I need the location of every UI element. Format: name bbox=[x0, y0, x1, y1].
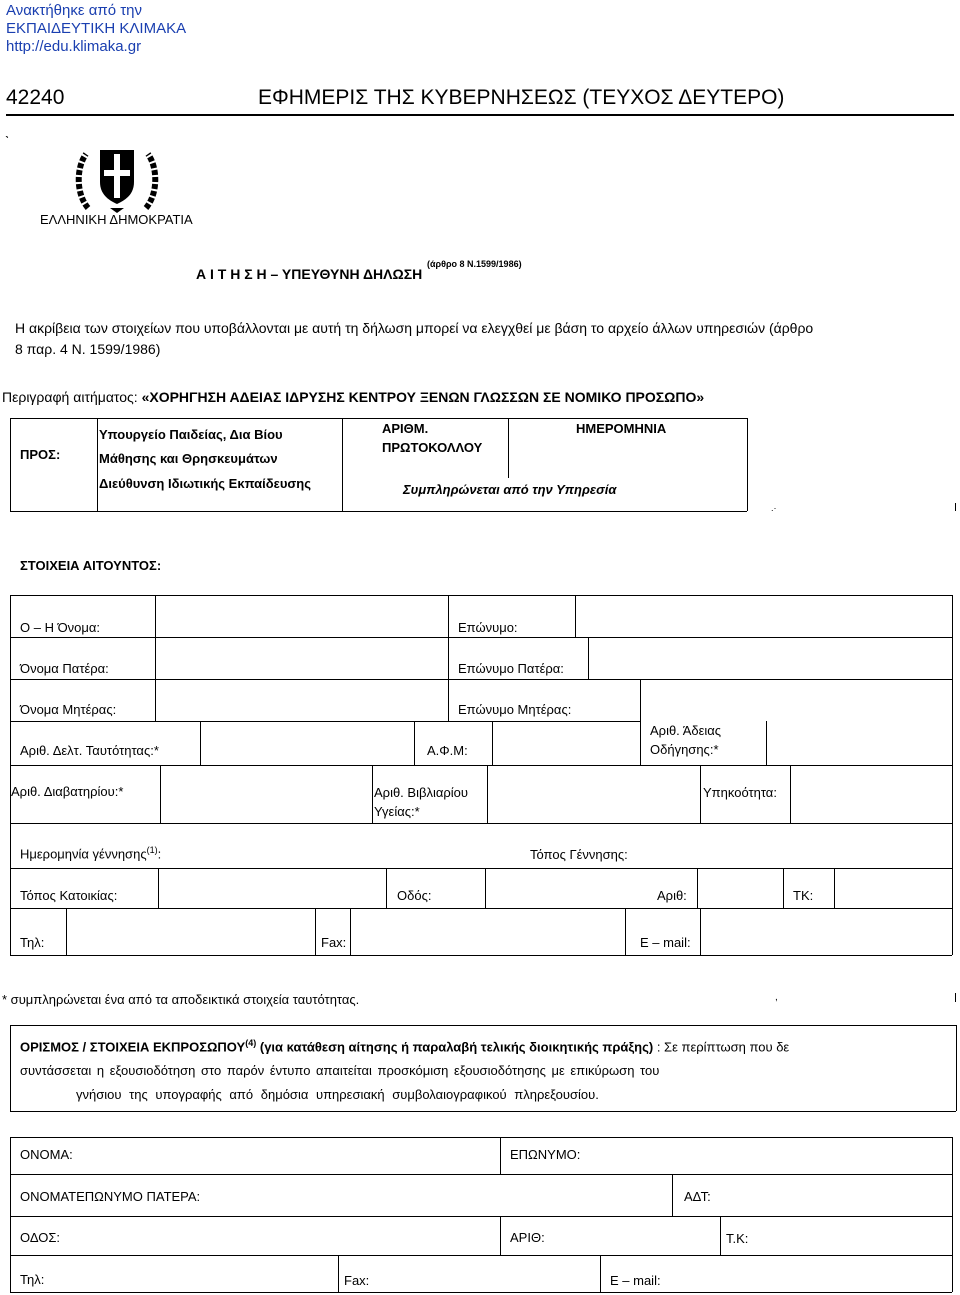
applicant-col-line bbox=[700, 908, 701, 955]
applicant-col-line bbox=[155, 595, 156, 637]
applicant-col-line bbox=[160, 765, 161, 823]
rep-col-line bbox=[500, 1216, 501, 1255]
rep-col-line bbox=[720, 1216, 721, 1255]
applicant-col-line bbox=[640, 721, 641, 765]
applicant-col-line bbox=[386, 868, 387, 908]
rep-name-label: ΟΝΟΜΑ: bbox=[20, 1147, 73, 1162]
applicant-row-line bbox=[10, 721, 640, 722]
rep-row-line bbox=[10, 1174, 952, 1175]
applicant-col-line bbox=[700, 765, 701, 823]
residence-label: Τόπος Κατοικίας: bbox=[20, 888, 118, 903]
applicant-col-line bbox=[697, 868, 698, 908]
recipient-line-3: Διεύθυνση Ιδιωτικής Εκπαίδευσης bbox=[99, 476, 311, 491]
rep-col-line bbox=[672, 1174, 673, 1216]
license-label-1: Αριθ. Άδειας bbox=[650, 723, 722, 738]
stray-mark: .· bbox=[771, 503, 777, 513]
recipient-box-left bbox=[10, 418, 11, 511]
source-line-2: ΕΚΠΑΙΔΕΥΤΙΚΗ ΚΛΙΜΑΚΑ bbox=[6, 20, 187, 37]
recipient-box-right bbox=[747, 418, 748, 511]
health-label-1: Αριθ. Βιβλιαρίου bbox=[374, 785, 468, 800]
representative-text-2: συντάσσεται η εξουσιοδότηση στο παρόν έντυπο απαιτείται προσκόμιση εξουσιοδότησης με επικύρωση του bbox=[20, 1063, 660, 1078]
applicant-col-line bbox=[625, 908, 626, 955]
applicant-row-line bbox=[10, 908, 952, 909]
rep-phone-label: Τηλ: bbox=[20, 1272, 45, 1287]
section-title-applicant: ΣΤΟΙΧΕΙΑ ΑΙΤΟΥΝΤΟΣ: bbox=[20, 558, 162, 573]
recipient-line-1: Υπουργείο Παιδείας, Δια Βίου bbox=[99, 427, 283, 442]
applicant-row-line bbox=[10, 637, 952, 638]
header-rule bbox=[6, 114, 954, 116]
representative-title: ΟΡΙΣΜΟΣ / ΣΤΟΙΧΕΙΑ ΕΚΠΡΟΣΩΠΟΥ$^{(4)}$ (για κατάθεση αίτησης ή παραλαβή τελικής διοικητικής πράξης) : Σε περίπτωση που δε bbox=[20, 1038, 790, 1055]
applicant-col-line bbox=[790, 765, 791, 823]
applicant-col-line bbox=[158, 868, 159, 908]
applicant-col-line bbox=[66, 908, 67, 955]
protocol-label-1: ΑΡΙΘΜ. bbox=[382, 421, 429, 436]
applicant-col-line bbox=[588, 637, 589, 679]
applicant-col-line bbox=[448, 595, 449, 721]
postcode-label: ΤΚ: bbox=[793, 888, 814, 903]
rep-row-line bbox=[10, 1216, 952, 1217]
rep-fax-label: Fax: bbox=[344, 1273, 370, 1288]
applicant-col-line bbox=[487, 765, 488, 823]
page-number: 42240 bbox=[6, 86, 65, 109]
applicant-col-line bbox=[952, 595, 953, 955]
rep-col-line bbox=[10, 1137, 11, 1292]
applicant-col-line bbox=[372, 765, 373, 823]
recipient-box-divider-1 bbox=[97, 418, 98, 511]
applicant-col-line bbox=[783, 868, 784, 908]
stray-mark bbox=[955, 503, 956, 511]
source-line-1: Ανακτήθηκε από την bbox=[6, 2, 143, 19]
applicant-col-line bbox=[200, 721, 201, 765]
recipient-box-divider-3 bbox=[508, 418, 509, 478]
description-value: «ΧΟΡΗΓΗΣΗ ΑΔΕΙΑΣ ΙΔΡΥΣΗΣ ΚΕΝΤΡΟΥ ΞΕΝΩΝ ΓΛΩΣΣΩΝ ΣΕ ΝΟΜΙΚΟ ΠΡΟΣΩΠΟ» bbox=[141, 389, 705, 405]
rep-col-line bbox=[600, 1255, 601, 1292]
emblem-label: ΕΛΛΗΝΙΚΗ ΔΗΜΟΚΡΑΤΙΑ bbox=[40, 212, 193, 227]
protocol-label-2: ΠΡΩΤΟΚΟΛΛΟΥ bbox=[382, 440, 483, 455]
applicant-col-line bbox=[155, 637, 156, 721]
stray-mark bbox=[955, 993, 956, 1002]
recipient-box-bottom bbox=[10, 511, 747, 512]
birth-place-label: Τόπος Γέννησης: bbox=[530, 847, 628, 862]
rep-number-label: ΑΡΙΘ: bbox=[510, 1230, 545, 1245]
applicant-col-line bbox=[575, 595, 576, 637]
phone-label: Τηλ: bbox=[20, 935, 45, 950]
rep-col-line bbox=[338, 1255, 339, 1292]
representative-text-3: γνήσιου της υπογραφής από δημόσια υπηρεσιακή συμβολαιογραφικού πληρεξουσίου. bbox=[76, 1087, 599, 1102]
citizenship-label: Υπηκοότητα: bbox=[703, 785, 777, 800]
gazette-title: ΕΦΗΜΕΡΙΣ ΤΗΣ ΚΥΒΕΡΝΗΣΕΩΣ (ΤΕΥΧΟΣ ΔΕΥΤΕΡΟ) bbox=[258, 86, 785, 109]
representative-box-bottom bbox=[10, 1111, 956, 1112]
rep-row-line bbox=[10, 1255, 952, 1256]
applicant-col-line bbox=[414, 721, 415, 765]
id-number-label: Αριθ. Δελτ. Ταυτότητας:* bbox=[20, 743, 159, 758]
greek-coat-of-arms-icon bbox=[74, 138, 160, 214]
rep-id-label: ΑΔΤ: bbox=[684, 1189, 711, 1204]
rep-row-line bbox=[10, 1137, 952, 1138]
father-name-label: Όνομα Πατέρα: bbox=[20, 661, 109, 676]
fax-label: Fax: bbox=[321, 935, 347, 950]
first-name-label: Ο – Η Όνομα: bbox=[20, 620, 100, 635]
service-note: Συμπληρώνεται από την Υπηρεσία bbox=[403, 482, 617, 497]
rep-father-name-label: ΟΝΟΜΑΤΕΠΩΝΥΜΟ ΠΑΤΕΡΑ: bbox=[20, 1189, 201, 1204]
birth-date-label: Ημερομηνία γέννησης$^{(1)}$: bbox=[20, 845, 162, 862]
form-title-note: (άρθρο 8 Ν.1599/1986) bbox=[427, 259, 522, 269]
recipient-box-top bbox=[10, 418, 747, 419]
applicant-col-line bbox=[10, 595, 11, 955]
intro-line-1: Η ακρίβεια των στοιχείων που υποβάλλονται με αυτή τη δήλωση μπορεί να ελεγχθεί με βάση το αρχείο άλλων υπηρεσιών (άρθρο bbox=[15, 320, 814, 336]
license-label-2: Οδήγησης:* bbox=[650, 742, 719, 757]
form-title: Α Ι Τ Η Σ Η – ΥΠΕΥΘΥΝΗ ΔΗΛΩΣΗ bbox=[196, 266, 423, 282]
source-link[interactable]: http://edu.klimaka.gr bbox=[6, 38, 142, 55]
rep-surname-label: ΕΠΩΝΥΜΟ: bbox=[510, 1147, 581, 1162]
mother-surname-label: Επώνυμο Μητέρας: bbox=[458, 702, 572, 717]
date-label: ΗΜΕΡΟΜΗΝΙΑ bbox=[576, 421, 667, 436]
intro-line-2: 8 παρ. 4 Ν. 1599/1986) bbox=[15, 341, 161, 357]
passport-label: Αριθ. Διαβατηρίου:* bbox=[11, 784, 124, 799]
rep-col-line bbox=[952, 1137, 953, 1292]
description-line bbox=[2, 389, 704, 405]
applicant-col-line bbox=[640, 679, 641, 721]
health-label-2: Υγείας:* bbox=[374, 804, 420, 819]
mother-name-label: Όνομα Μητέρας: bbox=[20, 702, 117, 717]
street-label: Οδός: bbox=[397, 888, 432, 903]
representative-box-right bbox=[956, 1025, 957, 1111]
rep-street-label: ΟΔΟΣ: bbox=[20, 1230, 61, 1245]
applicant-col-line bbox=[350, 908, 351, 955]
applicant-col-line bbox=[834, 868, 835, 908]
rep-postcode-label: Τ.Κ: bbox=[726, 1231, 749, 1246]
number-label: Αριθ: bbox=[657, 888, 687, 903]
surname-label: Επώνυμο: bbox=[458, 620, 518, 635]
recipient-box-divider-2 bbox=[342, 418, 343, 511]
applicant-col-line bbox=[315, 908, 316, 955]
recipient-line-2: Μάθησης και Θρησκευμάτων bbox=[99, 451, 278, 466]
rep-row-line bbox=[10, 1292, 952, 1293]
email-label: E – mail: bbox=[640, 935, 691, 950]
rep-col-line bbox=[500, 1137, 501, 1174]
rep-email-label: E – mail: bbox=[610, 1273, 661, 1288]
tax-number-label: Α.Φ.Μ: bbox=[427, 743, 468, 758]
stray-mark: ˎ bbox=[5, 122, 10, 138]
applicant-row-line bbox=[10, 765, 952, 766]
applicant-row-line bbox=[10, 595, 952, 596]
representative-box-top bbox=[10, 1025, 956, 1026]
applicant-col-line bbox=[485, 868, 486, 908]
applicant-row-line bbox=[10, 955, 952, 956]
applicant-row-line bbox=[10, 679, 952, 680]
description-label: Περιγραφή αιτήματος: bbox=[2, 389, 138, 405]
recipient-label: ΠΡΟΣ: bbox=[20, 447, 61, 462]
applicant-row-line bbox=[10, 868, 952, 869]
id-note: * συμπληρώνεται ένα από τα αποδεικτικά στοιχεία ταυτότητας. bbox=[2, 992, 360, 1007]
representative-box-left bbox=[10, 1025, 11, 1111]
father-surname-label: Επώνυμο Πατέρα: bbox=[458, 661, 564, 676]
applicant-col-line bbox=[766, 721, 767, 765]
stray-mark: , bbox=[775, 992, 778, 1003]
applicant-col-line bbox=[492, 721, 493, 765]
applicant-row-line bbox=[10, 823, 952, 824]
